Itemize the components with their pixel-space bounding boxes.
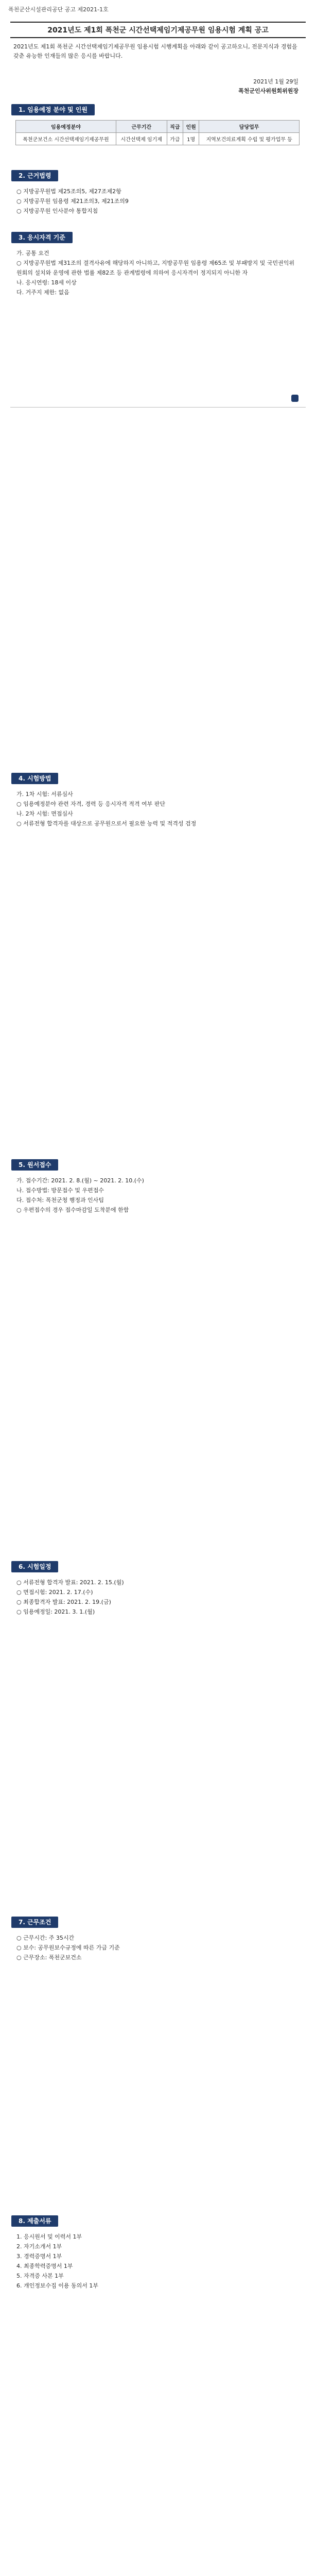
section-1-title: 1. 임용예정 분야 및 인원 [11,104,95,115]
document-title: 2021년도 제1회 폭천군 시간선택제임기제공무원 임용시험 계획 공고 [10,22,306,38]
section-3-title: 3. 응시자격 기준 [11,232,73,243]
page-divider [10,407,306,408]
method-text: 가. 1차 시험: 서류심사 ○ 임용예정분야 관련 자격, 경력 등 응시자격 적격 여부 판단 나. 2차 시험: 면접심사 ○ 서류전형 합격자를 대상으로 공무원으로서 필요한 능력 및 적격성 검정 [16,791,197,827]
section-4-title: 4. 시험방법 [11,773,58,784]
logo-mark-icon [291,395,299,402]
table-row [16,133,300,145]
section-5-title: 5. 원서접수 [11,1159,58,1171]
cell: 지역보건의료계획 수립 및 평가업무 등 [199,133,300,145]
conditions-text: ○ 근무시간: 주 35시간 ○ 보수: 공무원보수규정에 따른 가급 기준 ○ 근무장소: 폭천군보건소 [16,1935,120,1961]
section-6-title: 6. 시험일정 [11,1561,58,1572]
col-header: 인원 [183,121,199,133]
col-header: 담당업무 [199,121,300,133]
law-text: ○ 지방공무원법 제25조의5, 제27조제2항 ○ 지방공무원 임용령 제21조의3, 제21조의9 ○ 지방공무원 인사분야 통합지침 [16,188,129,214]
cell: 1명 [183,133,199,145]
intro-text: 2021년도 제1회 폭천군 시간선택제임기제공무원 임용시험 시행계획을 아래와 같이 공고하오니, 전문지식과 경험을 갖춘 유능한 인재들의 많은 응시를 바랍니다. [13,43,297,59]
col-header: 직급 [167,121,183,133]
org-logo [265,392,301,405]
cell: 폭천군보건소 시간선택제임기제공무원 [16,133,116,145]
section-8-title: 8. 제출서류 [11,2215,58,2227]
cell: 가급 [167,133,183,145]
section-2-title: 2. 근거법령 [11,170,58,181]
col-header: 근무기간 [116,121,167,133]
section-7-title: 7. 근무조건 [11,1917,58,1928]
schedule-text: ○ 서류전형 합격자 발표: 2021. 2. 15.(월) ○ 면접시험: 2021. 2. 17.(수) ○ 최종합격자 발표: 2021. 2. 19.(금) ○ 임용예정일: 2021. 3. 1.(월) [16,1579,124,1615]
eligibility-text: 가. 공통 요건 ○ 지방공무원법 제31조의 결격사유에 해당하지 아니하고, 지방공무원 임용령 제65조 및 부패방지 및 국민권익위원회의 설치와 운영에 관한 법률 제82조 등 관계법령에 의하여 응시자격이 정지되지 아니한 자 나. 응시연령: 18세 이상 다. 거주지 제한: 없음 [16,250,294,296]
col-header: 임용예정분야 [16,121,116,133]
cell: 시간선택제 임기제 [116,133,167,145]
positions-header-row [16,121,300,133]
documents-text: 1. 응시원서 및 이력서 1부 2. 자기소개서 1부 3. 경력증명서 1부 4. 최종학력증명서 1부 5. 자격증 사본 1부 6. 개인정보수집 이용 동의서 1부 [16,2233,98,2289]
application-text: 가. 접수기간: 2021. 2. 8.(월) ~ 2021. 2. 10.(수) 나. 접수방법: 방문접수 및 우편접수 다. 접수처: 폭천군청 행정과 인사팀 ○ 우편접수의 경우 접수마감일 도착분에 한함 [16,1177,144,1213]
issue-date: 2021년 1월 29일 [253,78,299,85]
positions-table [15,120,300,145]
issuing-org: 폭천군인사위원회위원장 [238,88,299,94]
top-note: 폭천군산시설관리공단 공고 제2021-1호 [8,6,109,13]
